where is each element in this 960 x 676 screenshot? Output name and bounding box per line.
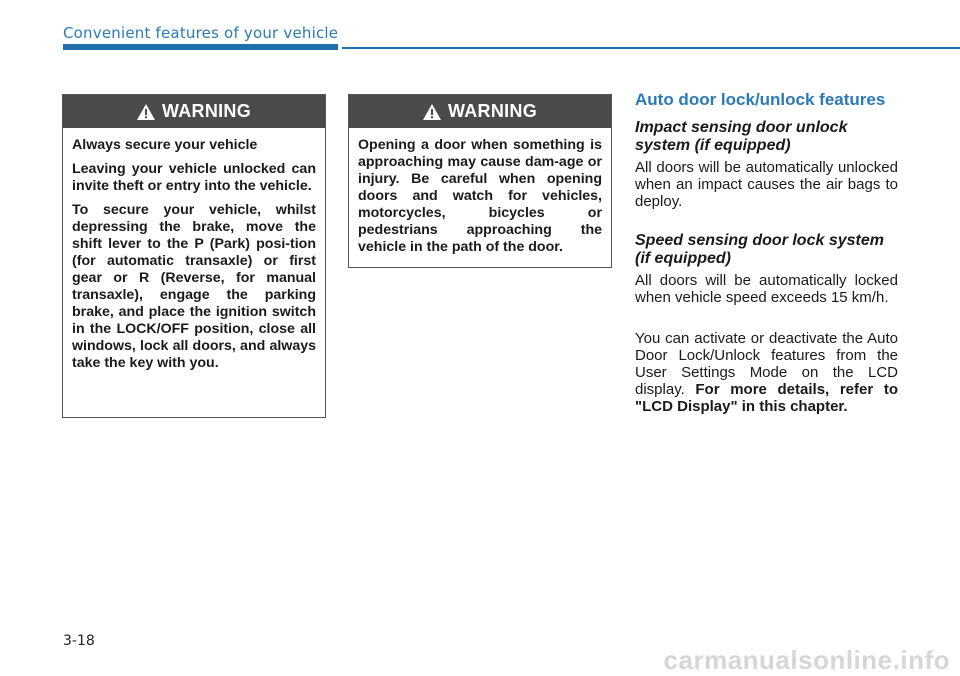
- header-rule-thick: [63, 44, 338, 50]
- settings-text: You can activate or deactivate the Auto Door Lock/Unlock features from the User Settings Mode on the LCD display.: [635, 330, 898, 398]
- watermark: carmanualsonline.info: [663, 645, 950, 675]
- warning-paragraph: Leaving your vehicle unlocked can invite theft or entry into the vehicle.: [72, 161, 316, 194]
- speed-sensing-text: All doors will be automatically locked when vehicle speed exceeds 15 km/h.: [635, 272, 898, 306]
- impact-sensing-title: Impact sensing door unlock system (if equipped): [635, 119, 848, 154]
- warning-triangle-icon: [423, 104, 441, 120]
- warning-label: WARNING: [447, 101, 538, 121]
- warning-body: [349, 128, 611, 266]
- page-number: 3-18: [63, 633, 95, 649]
- warning-box-door-opening: [348, 94, 612, 268]
- settings-paragraph: [635, 330, 898, 415]
- page-header-title: Convenient features of your vehicle: [63, 24, 339, 42]
- warning-paragraph: Opening a door when something is approaching may cause dam-age or injury. Be careful when opening doors and watch for vehicles, motorcycles, bicycles or pedestrians approaching the vehicle in the path of the door.: [358, 137, 602, 255]
- warning-body: [63, 128, 325, 382]
- impact-sensing-text: All doors will be automatically unlocked when an impact causes the air bags to deploy.: [635, 159, 898, 210]
- warning-paragraph: Always secure your vehicle: [72, 137, 258, 153]
- warning-paragraph: To secure your vehicle, whilst depressing the brake, move the shift lever to the P (Park) posi-tion (for automatic transaxle) or first gear or R (Reverse, for manual transaxle), engage the parking brake, and place the ignition switch in the LOCK/OFF position, close all windows, lock all doors, and always take the key with you.: [72, 202, 316, 371]
- speed-sensing-title: Speed sensing door lock system (if equipped): [635, 232, 884, 267]
- warning-header: [349, 95, 611, 128]
- section-title: Auto door lock/unlock features: [635, 90, 886, 109]
- settings-reference: For more details, refer to "LCD Display" in this chapter.: [635, 381, 898, 415]
- warning-box-secure-vehicle: [62, 94, 326, 418]
- header-rule-thin: [342, 47, 960, 49]
- warning-header: [63, 95, 325, 128]
- auto-door-lock-section: [635, 90, 898, 415]
- warning-triangle-icon: [137, 104, 155, 120]
- warning-label: WARNING: [161, 101, 252, 121]
